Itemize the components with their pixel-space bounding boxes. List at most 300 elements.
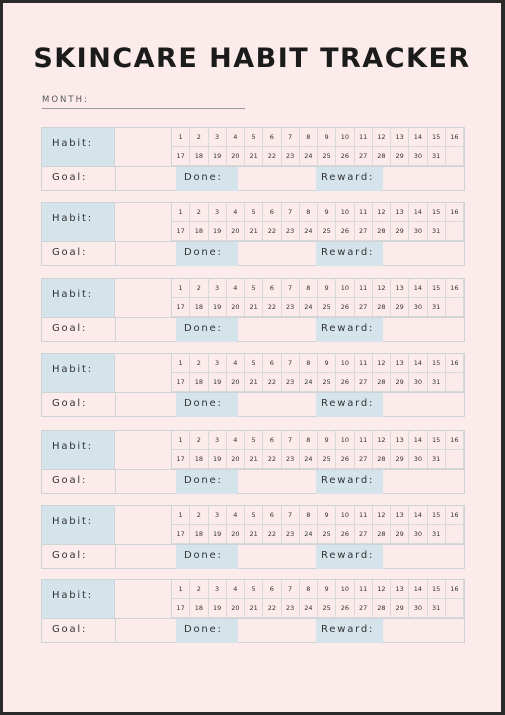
- day-checkbox[interactable]: 22: [263, 450, 281, 469]
- day-checkbox[interactable]: 10: [336, 279, 354, 298]
- day-checkbox[interactable]: 4: [227, 354, 245, 373]
- habit-tracker-block: [41, 430, 465, 494]
- habit-name-field[interactable]: [115, 279, 172, 317]
- day-checkbox[interactable]: 12: [373, 203, 391, 222]
- day-checkbox[interactable]: 26: [336, 373, 354, 392]
- day-checkbox[interactable]: 9: [318, 506, 336, 525]
- day-checkbox[interactable]: 9: [318, 354, 336, 373]
- day-checkbox[interactable]: 27: [355, 599, 373, 618]
- day-checkbox[interactable]: 12: [373, 431, 391, 450]
- day-checkbox[interactable]: 11: [355, 279, 373, 298]
- day-checkbox[interactable]: 23: [282, 599, 300, 618]
- day-checkbox[interactable]: 4: [227, 279, 245, 298]
- day-checkbox[interactable]: 31: [428, 450, 446, 469]
- day-checkbox[interactable]: 7: [282, 506, 300, 525]
- day-checkbox[interactable]: 3: [209, 203, 227, 222]
- day-checkbox[interactable]: 30: [409, 298, 427, 317]
- day-checkbox[interactable]: 6: [263, 354, 281, 373]
- day-checkbox[interactable]: 23: [282, 525, 300, 544]
- reward-label: Reward:: [321, 247, 375, 258]
- day-checkbox[interactable]: 29: [391, 298, 409, 317]
- day-checkbox[interactable]: 31: [428, 525, 446, 544]
- day-checkbox[interactable]: 29: [391, 222, 409, 241]
- goal-label: Goal:: [52, 172, 88, 183]
- day-checkbox[interactable]: 7: [282, 354, 300, 373]
- habit-tracker-block: [41, 505, 465, 569]
- day-checkbox[interactable]: 18: [190, 450, 208, 469]
- day-checkbox[interactable]: 5: [245, 128, 263, 147]
- day-checkbox[interactable]: 17: [172, 525, 190, 544]
- habit-tracker-block: [41, 202, 465, 266]
- day-checkbox[interactable]: 6: [263, 506, 281, 525]
- day-checkbox[interactable]: 24: [300, 599, 318, 618]
- done-label: Done:: [184, 475, 223, 486]
- day-checkbox[interactable]: 9: [318, 203, 336, 222]
- day-checkbox[interactable]: 9: [318, 431, 336, 450]
- day-checkbox[interactable]: 23: [282, 298, 300, 317]
- day-checkbox[interactable]: 19: [209, 599, 227, 618]
- day-checkbox[interactable]: 29: [391, 450, 409, 469]
- day-checkbox[interactable]: 20: [227, 147, 245, 166]
- day-checkbox[interactable]: 27: [355, 373, 373, 392]
- day-checkbox[interactable]: 25: [318, 599, 336, 618]
- tracker-page: [3, 3, 501, 712]
- habit-label-cell: [42, 580, 115, 618]
- day-checkbox[interactable]: 27: [355, 298, 373, 317]
- day-checkbox[interactable]: 30: [409, 450, 427, 469]
- day-checkbox[interactable]: 31: [428, 147, 446, 166]
- day-checkbox[interactable]: 10: [336, 580, 354, 599]
- day-checkbox[interactable]: 26: [336, 599, 354, 618]
- day-checkbox[interactable]: 24: [300, 373, 318, 392]
- row-divider: [42, 618, 464, 619]
- day-checkbox[interactable]: 10: [336, 431, 354, 450]
- reward-label-cell: [316, 393, 383, 417]
- day-checkbox[interactable]: 2: [190, 203, 208, 222]
- day-checkbox[interactable]: 22: [263, 373, 281, 392]
- day-checkbox[interactable]: 12: [373, 354, 391, 373]
- day-checkbox[interactable]: 25: [318, 450, 336, 469]
- day-checkbox[interactable]: 3: [209, 279, 227, 298]
- day-checkbox[interactable]: 20: [227, 298, 245, 317]
- day-checkbox[interactable]: 6: [263, 431, 281, 450]
- day-checkbox[interactable]: [446, 599, 464, 618]
- day-checkbox[interactable]: 2: [190, 128, 208, 147]
- day-checkbox[interactable]: 5: [245, 203, 263, 222]
- habit-tracker-block: [41, 579, 465, 643]
- day-checkbox[interactable]: 3: [209, 128, 227, 147]
- day-checkbox[interactable]: 31: [428, 373, 446, 392]
- day-checkbox[interactable]: 26: [336, 450, 354, 469]
- day-checkbox[interactable]: 14: [409, 580, 427, 599]
- day-checkbox[interactable]: 21: [245, 450, 263, 469]
- day-checkbox[interactable]: 5: [245, 580, 263, 599]
- day-checkbox[interactable]: 13: [391, 431, 409, 450]
- day-checkbox[interactable]: 26: [336, 222, 354, 241]
- day-checkbox[interactable]: 18: [190, 147, 208, 166]
- row-divider: [42, 166, 464, 167]
- day-checkbox[interactable]: 20: [227, 525, 245, 544]
- day-checkbox[interactable]: 6: [263, 128, 281, 147]
- day-checkbox[interactable]: 17: [172, 147, 190, 166]
- day-checkbox[interactable]: 1: [172, 354, 190, 373]
- goal-divider: [115, 619, 116, 643]
- day-checkbox[interactable]: 11: [355, 128, 373, 147]
- day-checkbox[interactable]: 28: [373, 450, 391, 469]
- day-checkbox[interactable]: 16: [446, 506, 464, 525]
- done-label-cell: [176, 393, 238, 417]
- day-checkbox[interactable]: 5: [245, 354, 263, 373]
- habit-label-cell: [42, 431, 115, 469]
- goal-divider: [115, 167, 116, 191]
- day-checkbox[interactable]: 9: [318, 580, 336, 599]
- habit-tracker-block: [41, 127, 465, 191]
- day-checkbox[interactable]: 1: [172, 431, 190, 450]
- day-checkbox[interactable]: 24: [300, 222, 318, 241]
- day-checkbox[interactable]: 10: [336, 203, 354, 222]
- day-checkbox[interactable]: 10: [336, 506, 354, 525]
- day-checkbox[interactable]: 15: [428, 580, 446, 599]
- day-checkbox[interactable]: [446, 450, 464, 469]
- day-checkbox[interactable]: 11: [355, 580, 373, 599]
- day-checkbox[interactable]: 30: [409, 222, 427, 241]
- day-checkbox[interactable]: 23: [282, 147, 300, 166]
- goal-divider: [115, 545, 116, 569]
- done-label-cell: [176, 167, 238, 191]
- day-checkbox[interactable]: 3: [209, 506, 227, 525]
- done-label: Done:: [184, 247, 223, 258]
- day-checkbox[interactable]: 20: [227, 373, 245, 392]
- day-checkbox[interactable]: 22: [263, 599, 281, 618]
- done-label: Done:: [184, 323, 223, 334]
- day-checkbox[interactable]: 23: [282, 373, 300, 392]
- day-checkbox[interactable]: 25: [318, 298, 336, 317]
- row-divider: [42, 392, 464, 393]
- done-label-cell: [176, 318, 238, 342]
- done-label: Done:: [184, 172, 223, 183]
- day-checkbox[interactable]: 1: [172, 506, 190, 525]
- day-checkbox[interactable]: 11: [355, 203, 373, 222]
- day-checkbox[interactable]: 8: [300, 279, 318, 298]
- day-checkbox[interactable]: 15: [428, 203, 446, 222]
- day-checkbox[interactable]: 11: [355, 354, 373, 373]
- day-checkbox[interactable]: 31: [428, 222, 446, 241]
- reward-label: Reward:: [321, 398, 375, 409]
- reward-label-cell: [316, 242, 383, 266]
- day-checkbox[interactable]: 19: [209, 525, 227, 544]
- day-checkbox[interactable]: 24: [300, 450, 318, 469]
- day-checkbox[interactable]: 19: [209, 373, 227, 392]
- day-checkbox[interactable]: 3: [209, 354, 227, 373]
- habit-label: Habit:: [52, 364, 93, 375]
- done-label: Done:: [184, 624, 223, 635]
- reward-label: Reward:: [321, 323, 375, 334]
- day-checkbox[interactable]: 12: [373, 506, 391, 525]
- day-checkbox[interactable]: 6: [263, 203, 281, 222]
- day-checkbox[interactable]: 8: [300, 580, 318, 599]
- day-checkbox[interactable]: 21: [245, 373, 263, 392]
- day-checkbox[interactable]: 13: [391, 354, 409, 373]
- day-checkbox[interactable]: 6: [263, 279, 281, 298]
- day-checkbox[interactable]: 4: [227, 128, 245, 147]
- habit-label: Habit:: [52, 441, 93, 452]
- day-checkbox[interactable]: 8: [300, 128, 318, 147]
- day-checkbox[interactable]: 22: [263, 222, 281, 241]
- day-checkbox[interactable]: 19: [209, 222, 227, 241]
- day-checkbox[interactable]: 7: [282, 128, 300, 147]
- day-checkbox[interactable]: 8: [300, 506, 318, 525]
- day-checkbox[interactable]: 14: [409, 203, 427, 222]
- day-checkbox[interactable]: 5: [245, 431, 263, 450]
- done-label-cell: [176, 619, 238, 643]
- goal-label: Goal:: [52, 323, 88, 334]
- day-checkbox[interactable]: 28: [373, 222, 391, 241]
- day-checkbox[interactable]: 12: [373, 580, 391, 599]
- done-label-cell: [176, 242, 238, 266]
- day-checkbox[interactable]: 14: [409, 128, 427, 147]
- day-checkbox[interactable]: 12: [373, 128, 391, 147]
- day-checkbox[interactable]: 8: [300, 203, 318, 222]
- day-checkbox[interactable]: 21: [245, 298, 263, 317]
- day-checkbox[interactable]: 22: [263, 298, 281, 317]
- reward-label: Reward:: [321, 550, 375, 561]
- day-checkbox[interactable]: 29: [391, 373, 409, 392]
- day-checkbox[interactable]: 13: [391, 203, 409, 222]
- day-checkbox[interactable]: 20: [227, 599, 245, 618]
- day-checkbox[interactable]: 14: [409, 431, 427, 450]
- day-checkbox[interactable]: 13: [391, 128, 409, 147]
- day-checkbox[interactable]: 4: [227, 431, 245, 450]
- goal-divider: [115, 393, 116, 417]
- day-checkbox[interactable]: 26: [336, 147, 354, 166]
- day-checkbox[interactable]: 15: [428, 506, 446, 525]
- done-label: Done:: [184, 398, 223, 409]
- day-checkbox[interactable]: 23: [282, 450, 300, 469]
- row-divider: [42, 544, 464, 545]
- day-checkbox[interactable]: 28: [373, 599, 391, 618]
- day-checkbox[interactable]: 10: [336, 128, 354, 147]
- day-checkbox[interactable]: 20: [227, 450, 245, 469]
- day-checkbox[interactable]: 7: [282, 580, 300, 599]
- day-checkbox[interactable]: 26: [336, 298, 354, 317]
- day-checkbox[interactable]: 2: [190, 279, 208, 298]
- day-checkbox[interactable]: 1: [172, 580, 190, 599]
- habit-label: Habit:: [52, 289, 93, 300]
- reward-label: Reward:: [321, 624, 375, 635]
- day-checkbox[interactable]: 21: [245, 525, 263, 544]
- day-checkbox[interactable]: 21: [245, 147, 263, 166]
- day-checkbox[interactable]: [446, 298, 464, 317]
- goal-divider: [115, 470, 116, 494]
- habit-label: Habit:: [52, 516, 93, 527]
- habit-label: Habit:: [52, 138, 93, 149]
- goal-label: Goal:: [52, 398, 88, 409]
- done-label-cell: [176, 545, 238, 569]
- reward-label-cell: [316, 318, 383, 342]
- day-checkbox[interactable]: 15: [428, 128, 446, 147]
- day-checkbox[interactable]: 28: [373, 298, 391, 317]
- day-checkbox[interactable]: 16: [446, 128, 464, 147]
- habit-label-cell: [42, 506, 115, 544]
- day-checkbox[interactable]: 12: [373, 279, 391, 298]
- day-checkbox[interactable]: 7: [282, 279, 300, 298]
- day-checkbox[interactable]: 3: [209, 580, 227, 599]
- day-grid: [172, 203, 464, 241]
- day-checkbox[interactable]: 23: [282, 222, 300, 241]
- habit-name-field[interactable]: [115, 506, 172, 544]
- row-divider: [42, 317, 464, 318]
- day-checkbox[interactable]: [446, 525, 464, 544]
- month-field[interactable]: [42, 108, 245, 109]
- day-checkbox[interactable]: 18: [190, 298, 208, 317]
- day-checkbox[interactable]: 2: [190, 354, 208, 373]
- day-checkbox[interactable]: 21: [245, 222, 263, 241]
- day-checkbox[interactable]: 27: [355, 222, 373, 241]
- day-checkbox[interactable]: 31: [428, 298, 446, 317]
- day-checkbox[interactable]: 20: [227, 222, 245, 241]
- day-checkbox[interactable]: 21: [245, 599, 263, 618]
- day-checkbox[interactable]: 11: [355, 431, 373, 450]
- row-divider: [42, 241, 464, 242]
- day-checkbox[interactable]: 14: [409, 506, 427, 525]
- reward-label: Reward:: [321, 172, 375, 183]
- reward-label-cell: [316, 167, 383, 191]
- habit-name-field[interactable]: [115, 431, 172, 469]
- day-checkbox[interactable]: 27: [355, 147, 373, 166]
- day-checkbox[interactable]: 28: [373, 373, 391, 392]
- day-checkbox[interactable]: 2: [190, 431, 208, 450]
- day-checkbox[interactable]: 31: [428, 599, 446, 618]
- day-checkbox[interactable]: 19: [209, 298, 227, 317]
- day-checkbox[interactable]: 17: [172, 222, 190, 241]
- day-grid: [172, 580, 464, 618]
- day-checkbox[interactable]: 5: [245, 506, 263, 525]
- day-checkbox[interactable]: 30: [409, 599, 427, 618]
- day-grid: [172, 279, 464, 317]
- day-checkbox[interactable]: 1: [172, 279, 190, 298]
- day-checkbox[interactable]: 1: [172, 203, 190, 222]
- day-checkbox[interactable]: 16: [446, 279, 464, 298]
- habit-name-field[interactable]: [115, 203, 172, 241]
- day-checkbox[interactable]: 28: [373, 147, 391, 166]
- day-checkbox[interactable]: 25: [318, 373, 336, 392]
- day-checkbox[interactable]: 18: [190, 599, 208, 618]
- day-checkbox[interactable]: [446, 147, 464, 166]
- day-checkbox[interactable]: 7: [282, 431, 300, 450]
- day-checkbox[interactable]: [446, 373, 464, 392]
- day-checkbox[interactable]: 16: [446, 431, 464, 450]
- day-checkbox[interactable]: 17: [172, 599, 190, 618]
- habit-name-field[interactable]: [115, 354, 172, 392]
- habit-label-cell: [42, 128, 115, 166]
- day-checkbox[interactable]: 5: [245, 279, 263, 298]
- day-checkbox[interactable]: 19: [209, 450, 227, 469]
- day-checkbox[interactable]: 3: [209, 431, 227, 450]
- day-checkbox[interactable]: 8: [300, 354, 318, 373]
- day-checkbox[interactable]: 13: [391, 506, 409, 525]
- day-checkbox[interactable]: 27: [355, 525, 373, 544]
- habit-label: Habit:: [52, 213, 93, 224]
- day-grid: [172, 506, 464, 544]
- day-checkbox[interactable]: 18: [190, 525, 208, 544]
- day-checkbox[interactable]: 4: [227, 203, 245, 222]
- month-label: MONTH:: [42, 95, 89, 105]
- day-checkbox[interactable]: 15: [428, 354, 446, 373]
- day-checkbox[interactable]: 24: [300, 298, 318, 317]
- goal-label: Goal:: [52, 624, 88, 635]
- goal-label: Goal:: [52, 247, 88, 258]
- day-checkbox[interactable]: 30: [409, 525, 427, 544]
- day-checkbox[interactable]: 29: [391, 147, 409, 166]
- day-grid: [172, 128, 464, 166]
- row-divider: [42, 469, 464, 470]
- goal-divider: [115, 242, 116, 266]
- day-checkbox[interactable]: 28: [373, 525, 391, 544]
- day-checkbox[interactable]: 9: [318, 279, 336, 298]
- day-checkbox[interactable]: 29: [391, 599, 409, 618]
- day-checkbox[interactable]: 2: [190, 580, 208, 599]
- goal-divider: [115, 318, 116, 342]
- day-checkbox[interactable]: 25: [318, 222, 336, 241]
- habit-name-field[interactable]: [115, 128, 172, 166]
- day-checkbox[interactable]: 26: [336, 525, 354, 544]
- day-checkbox[interactable]: 4: [227, 506, 245, 525]
- day-checkbox[interactable]: 30: [409, 373, 427, 392]
- day-checkbox[interactable]: 19: [209, 147, 227, 166]
- day-checkbox[interactable]: 29: [391, 525, 409, 544]
- day-checkbox[interactable]: 2: [190, 506, 208, 525]
- day-checkbox[interactable]: 27: [355, 450, 373, 469]
- habit-name-field[interactable]: [115, 580, 172, 618]
- day-checkbox[interactable]: 17: [172, 298, 190, 317]
- day-checkbox[interactable]: [446, 222, 464, 241]
- day-checkbox[interactable]: 22: [263, 525, 281, 544]
- day-checkbox[interactable]: 10: [336, 354, 354, 373]
- day-checkbox[interactable]: 25: [318, 525, 336, 544]
- day-checkbox[interactable]: 22: [263, 147, 281, 166]
- day-checkbox[interactable]: 14: [409, 279, 427, 298]
- day-checkbox[interactable]: 1: [172, 128, 190, 147]
- reward-label: Reward:: [321, 475, 375, 486]
- reward-label-cell: [316, 619, 383, 643]
- day-checkbox[interactable]: 16: [446, 580, 464, 599]
- day-checkbox[interactable]: 25: [318, 147, 336, 166]
- day-checkbox[interactable]: 11: [355, 506, 373, 525]
- day-checkbox[interactable]: 24: [300, 525, 318, 544]
- day-checkbox[interactable]: 18: [190, 222, 208, 241]
- day-checkbox[interactable]: 13: [391, 580, 409, 599]
- day-checkbox[interactable]: 9: [318, 128, 336, 147]
- day-checkbox[interactable]: 7: [282, 203, 300, 222]
- day-checkbox[interactable]: 8: [300, 431, 318, 450]
- habit-tracker-block: [41, 353, 465, 417]
- habit-label-cell: [42, 279, 115, 317]
- day-checkbox[interactable]: 13: [391, 279, 409, 298]
- day-checkbox[interactable]: 24: [300, 147, 318, 166]
- day-checkbox[interactable]: 4: [227, 580, 245, 599]
- day-checkbox[interactable]: 16: [446, 203, 464, 222]
- day-checkbox[interactable]: 16: [446, 354, 464, 373]
- day-checkbox[interactable]: 17: [172, 373, 190, 392]
- day-checkbox[interactable]: 17: [172, 450, 190, 469]
- day-checkbox[interactable]: 18: [190, 373, 208, 392]
- habit-label-cell: [42, 354, 115, 392]
- day-checkbox[interactable]: 15: [428, 431, 446, 450]
- day-checkbox[interactable]: 6: [263, 580, 281, 599]
- day-checkbox[interactable]: 14: [409, 354, 427, 373]
- day-checkbox[interactable]: 15: [428, 279, 446, 298]
- day-checkbox[interactable]: 30: [409, 147, 427, 166]
